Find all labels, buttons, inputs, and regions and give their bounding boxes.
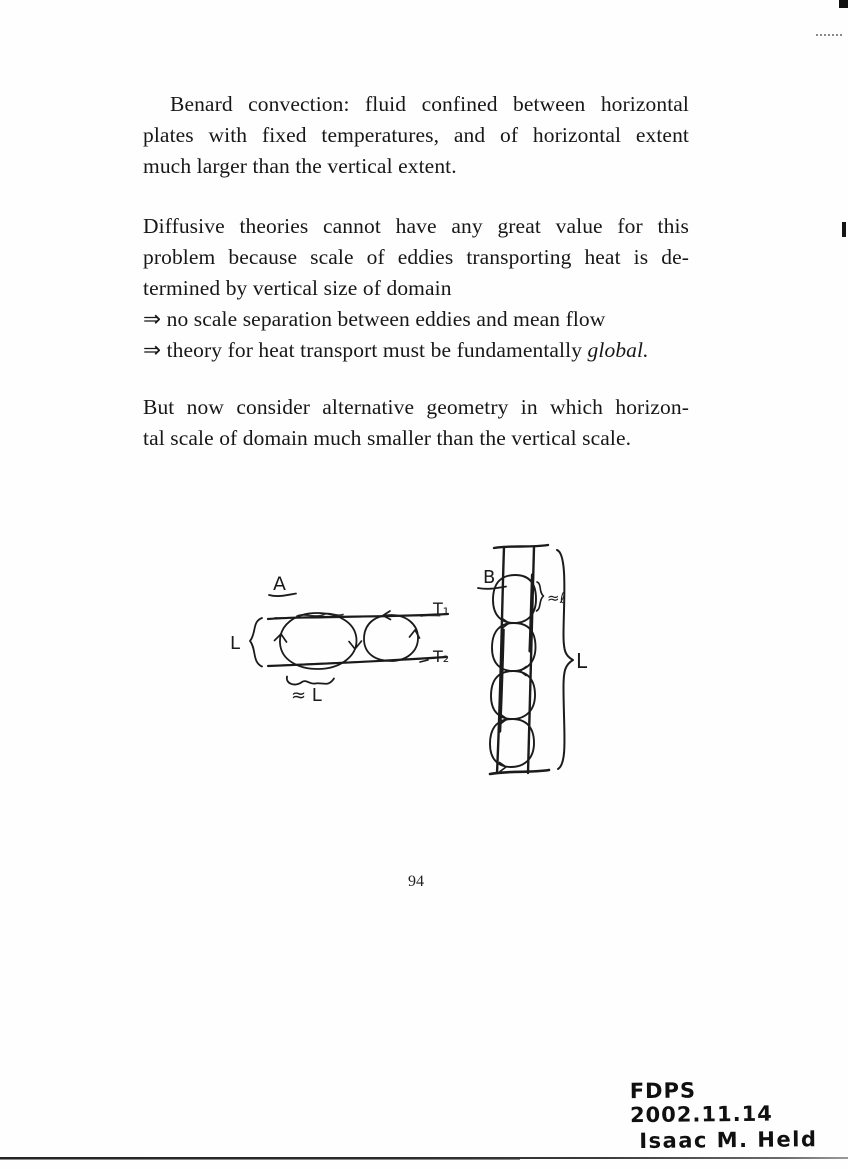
- panel-b-top-cap: [494, 545, 548, 548]
- paragraph-benard-convection: [143, 89, 689, 181]
- panel-a-t1-tick: [421, 615, 429, 616]
- text-line: [143, 335, 689, 366]
- text-line: plates with fixed temperatures, and of horizontal extent: [143, 122, 689, 147]
- panel-a-bottom-temp-label: T₂: [433, 647, 450, 666]
- panel-b-eddy-1: [493, 575, 536, 623]
- page-number: 94: [408, 873, 424, 890]
- italic-word-global: global.: [587, 338, 649, 362]
- text-line: ⇒ no scale separation between eddies and mean flow: [143, 307, 606, 331]
- panel-b-eddy-4-arrow: [500, 763, 507, 772]
- panel-b-label: B: [483, 567, 496, 588]
- panel-a-width-label: ≈ L: [291, 685, 322, 706]
- panel-b-height-label: L: [576, 649, 588, 673]
- handwritten-author-name: Isaac M. Held: [639, 1127, 818, 1154]
- text-line: Benard convection: fluid confined between horizontal: [170, 92, 689, 116]
- panel-a-top-temp-label: T₁: [433, 599, 450, 618]
- panel-b-eddy-size-brace: [537, 582, 544, 611]
- handwritten-course-date: FDPS 2002.11.14: [629, 1078, 773, 1128]
- text-line: problem because scale of eddies transporting heat is de-: [143, 245, 689, 269]
- panel-a-width-brace: [287, 677, 334, 685]
- panel-a-label: A: [273, 573, 286, 595]
- hand-drawn-figure: [225, 535, 610, 795]
- paragraph-alternative-geometry: [143, 392, 689, 454]
- scan-artifact-bottom-line-shadow: [0, 1159, 520, 1160]
- paragraph-diffusive-theories: [143, 211, 689, 366]
- panel-b-eddy-size-label: ≈ℓ: [547, 589, 566, 607]
- panel-a-bottom-plate-retrace: [280, 659, 435, 666]
- panel-a-eddy-large: [280, 613, 357, 669]
- panel-a-height-brace: [250, 618, 262, 667]
- text-line: But now consider alternative geometry in which horizon-: [143, 395, 689, 419]
- panel-a-t2-tick: [420, 660, 428, 662]
- panel-b-height-brace: [557, 550, 573, 769]
- text-line: termined by vertical size of domain: [143, 276, 452, 300]
- scan-artifact-dotted-mark: [816, 34, 842, 36]
- panel-b-eddy-3: [491, 671, 535, 719]
- panel-a-eddy-small-arrow-right: [410, 630, 420, 638]
- text-line: Diffusive theories cannot have any great value for this: [143, 214, 689, 238]
- scan-artifact-corner-square: [839, 0, 848, 8]
- scan-artifact-right-tick: [842, 222, 846, 237]
- handwritten-annotation: [630, 1077, 846, 1153]
- text-line: tal scale of domain much smaller than the vertical scale.: [143, 425, 632, 450]
- panel-a-eddy-small: [364, 615, 418, 661]
- text-line: much larger than the vertical extent.: [143, 153, 457, 178]
- panel-a-height-label: L: [230, 633, 241, 654]
- text-span: ⇒ theory for heat transport must be fundamentally: [143, 338, 588, 362]
- panel-b-bottom-cap: [490, 770, 549, 774]
